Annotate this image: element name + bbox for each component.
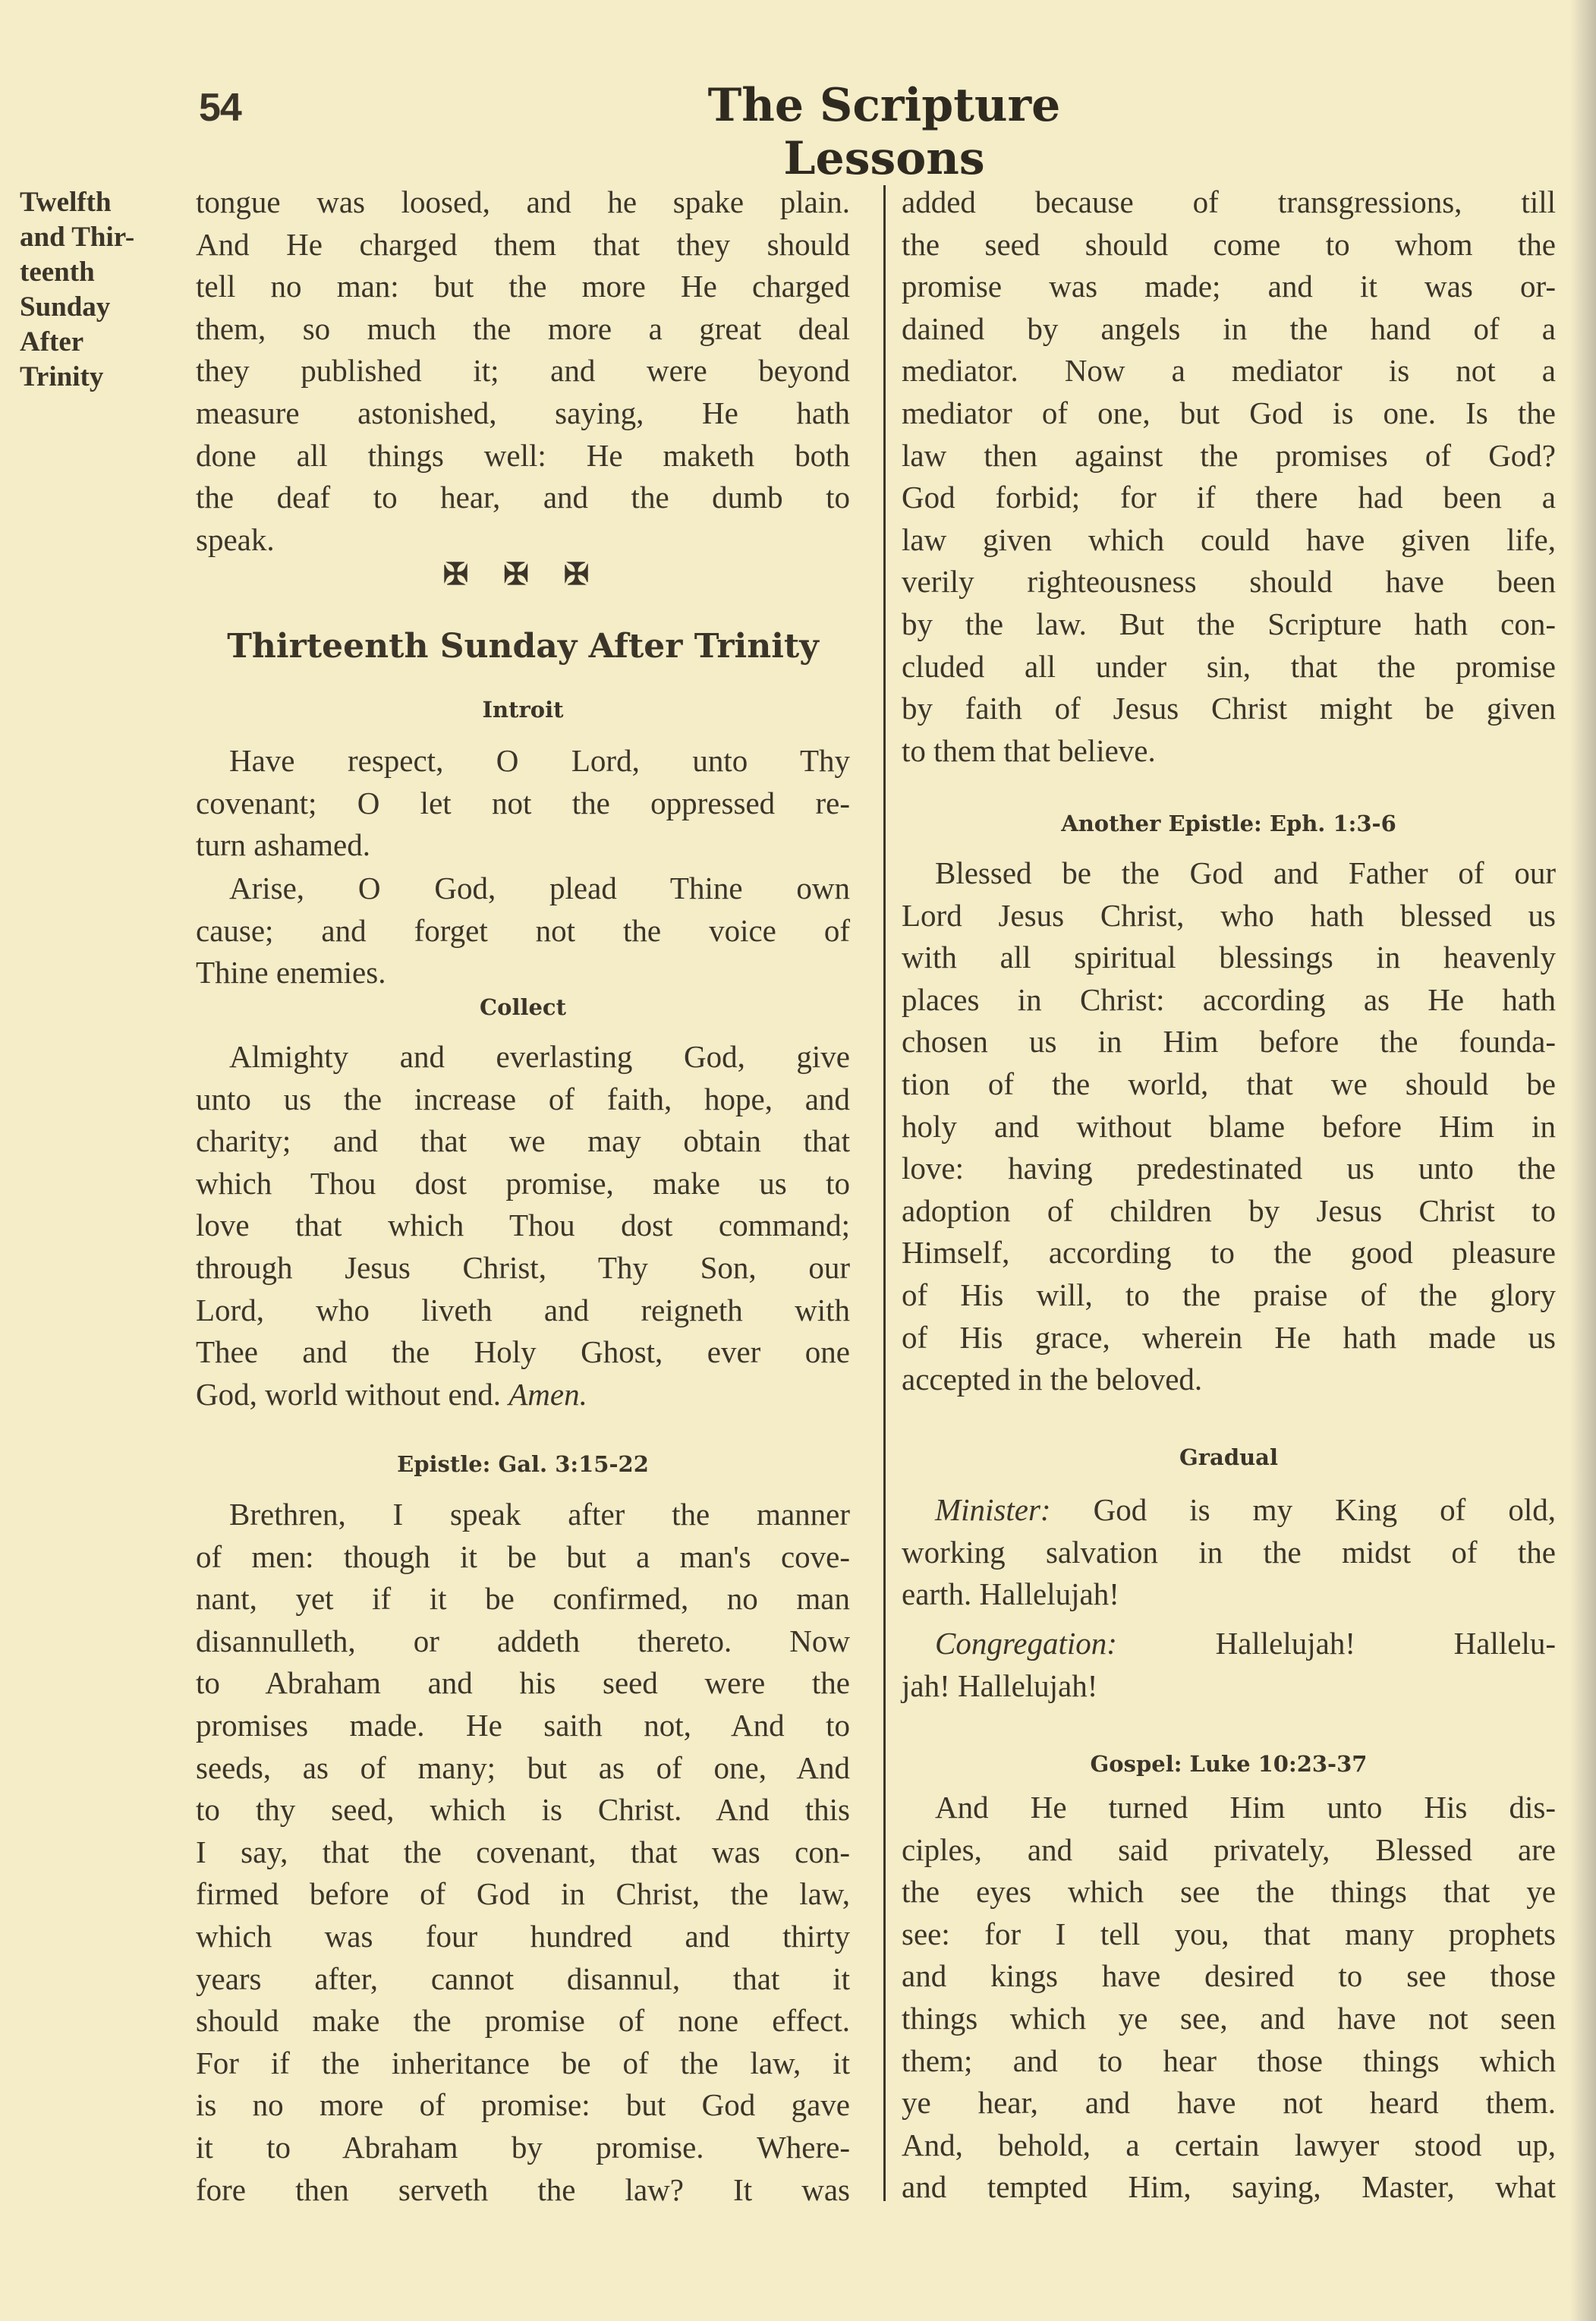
text-line: Blessed be the God and Father of our <box>935 855 1556 890</box>
running-title: The Scripture Lessons <box>707 79 1061 185</box>
text-line: firmed before of God in Christ, the law, <box>196 1876 850 1912</box>
text-line: they published it; and were beyond <box>196 353 850 389</box>
text-line: added because of transgressions, till <box>902 184 1556 219</box>
text-line: nant, yet if it be confirmed, no man <box>196 1581 850 1617</box>
text-line: seeds, as of many; but as of one, And <box>196 1749 850 1785</box>
text-line: Have respect, O Lord, unto Thy <box>229 743 850 778</box>
margin-note-line: Trinity <box>20 361 104 392</box>
congregation-rest <box>902 1665 1556 1708</box>
gospel-paragraph <box>902 1787 1556 2209</box>
text-line: fore then serveth the law? It was <box>196 2171 850 2207</box>
text-line: is no more of promise: but God gave <box>196 2087 850 2123</box>
text-line: measure astonished, saying, He hath <box>196 395 850 430</box>
text-line: of His grace, wherein He hath made us <box>902 1319 1556 1355</box>
text-line: should make the promise of none effect. <box>196 2003 850 2039</box>
text-line: it to Abraham by promise. Where- <box>196 2129 850 2165</box>
text-line: God, world without end. Amen. <box>196 1377 587 1412</box>
introit-paragraph <box>196 740 850 867</box>
text-line: the deaf to hear, and the dumb to <box>196 480 850 515</box>
text-line: jah! Hallelujah! <box>902 1668 1098 1703</box>
text-line: to thy seed, which is Christ. And this <box>196 1792 850 1828</box>
text-line: I say, that the covenant, that was con- <box>196 1834 850 1869</box>
introit-heading: Introit <box>482 697 564 723</box>
text-line: places in Christ: according as He hath <box>902 981 1556 1017</box>
text-line: the seed should come to whom the <box>902 226 1556 262</box>
text-line: accepted in the beloved. <box>902 1362 1203 1397</box>
text-line: Congregation: Hallelujah! Hallelu- <box>935 1626 1556 1661</box>
collect-paragraph <box>196 1036 850 1374</box>
minister-label: Minister: <box>935 1492 1051 1527</box>
text-line: the eyes which see the things that ye <box>902 1874 1556 1910</box>
text-line: holy and without blame before Him in <box>902 1108 1556 1144</box>
epistle-heading: Epistle: Gal. 3:15-22 <box>397 1451 649 1477</box>
text-line: And, behold, a certain lawyer stood up, <box>902 2127 1556 2162</box>
gradual-minister <box>902 1489 1556 1616</box>
text-line: Lord Jesus Christ, who hath blessed us <box>902 897 1556 933</box>
text-line: and kings have desired to see those <box>902 1958 1556 1994</box>
text-line: and tempted Him, saying, Master, what <box>902 2169 1556 2205</box>
text-line: cluded all under sin, that the promise <box>902 648 1556 684</box>
text-line: Himself, according to the good pleasure <box>902 1235 1556 1271</box>
margin-note-line: teenth <box>20 257 95 288</box>
text-line: ye hear, and have not heard them. <box>902 2085 1556 2121</box>
text-line: disannulleth, or addeth thereto. Now <box>196 1623 850 1658</box>
text-line: adoption of children by Jesus Christ to <box>902 1192 1556 1228</box>
text-line: law then against the promises of God? <box>902 437 1556 473</box>
collect-closing <box>196 1374 850 1416</box>
text-line: tion of the world, that we should be <box>902 1066 1556 1101</box>
text-line: charity; and that we may obtain that <box>196 1123 850 1159</box>
text-line: law given which could have given life, <box>902 521 1556 557</box>
text-line: love: having predestinated us unto the <box>902 1151 1556 1186</box>
text-line: to Abraham and his seed were the <box>196 1665 850 1701</box>
another-epistle-paragraph <box>902 852 1556 1401</box>
gradual-congregation <box>902 1623 1556 1707</box>
text-line: Thine enemies. <box>196 955 386 990</box>
text-line: ciples, and said privately, Blessed are <box>902 1831 1556 1867</box>
text-line: Minister: God is my King of old, <box>935 1492 1556 1527</box>
text-line: mediator of one, but God is one. Is the <box>902 395 1556 430</box>
text-line: verily righteousness should have been <box>902 564 1556 600</box>
text-line: Lord, who liveth and reigneth with <box>196 1292 850 1327</box>
cross-separator: ✠ ✠ ✠ <box>442 557 603 591</box>
text-line: through Jesus Christ, Thy Son, our <box>196 1249 850 1285</box>
column-divider <box>883 185 886 2201</box>
sunday-heading: Thirteenth Sunday After Trinity <box>227 627 819 666</box>
text-line: tongue was loosed, and he spake plain. <box>196 184 850 219</box>
text-line: years after, cannot disannul, that it <box>196 1960 850 1996</box>
margin-note-line: and Thir- <box>20 222 135 253</box>
gospel-continuation <box>196 181 850 561</box>
text-line: of His will, to the praise of the glory <box>902 1277 1556 1312</box>
text-line: to them that believe. <box>902 732 1156 768</box>
margin-note-line: After <box>20 326 84 357</box>
margin-note-line: Sunday <box>20 291 111 323</box>
congregation-label: Congregation: <box>935 1626 1117 1661</box>
another-epistle-heading: Another Epistle: Eph. 1:3-6 <box>1061 811 1396 836</box>
text-line: dained by angels in the hand of a <box>902 310 1556 346</box>
text-line: covenant; O let not the oppressed re- <box>196 785 850 820</box>
text-line: speak. <box>196 521 275 557</box>
text-line: Thee and the Holy Ghost, ever one <box>196 1334 850 1370</box>
text-line: which Thou dost promise, make us to <box>196 1165 850 1201</box>
text-line: with all spiritual blessings in heavenly <box>902 940 1556 975</box>
text-line: see: for I tell you, that many prophets <box>902 1916 1556 1951</box>
text-line: unto us the increase of faith, hope, and <box>196 1081 850 1116</box>
text-line: tell no man: but the more He charged <box>196 269 850 304</box>
text-line: them, so much the more a great deal <box>196 310 850 346</box>
text-line: promise was made; and it was or- <box>902 269 1556 304</box>
margin-note <box>20 185 134 395</box>
text-line: by the law. But the Scripture hath con- <box>902 606 1556 641</box>
text-line: which was four hundred and thirty <box>196 1918 850 1954</box>
introit-paragraph <box>196 868 850 994</box>
gradual-heading: Gradual <box>1179 1444 1278 1470</box>
text-line: Arise, O God, plead Thine own <box>229 871 850 905</box>
margin-note-line: Twelfth <box>20 187 112 218</box>
gospel-heading: Gospel: Luke 10:23-37 <box>1090 1751 1368 1777</box>
text-line: And He charged them that they should <box>196 226 850 262</box>
text-line: promises made. He saith not, And to <box>196 1707 850 1743</box>
amen: Amen. <box>508 1377 587 1412</box>
epistle-continuation <box>902 181 1556 772</box>
text-line: chosen us in Him before the founda- <box>902 1024 1556 1060</box>
text-line: And He turned Him unto His dis- <box>935 1790 1556 1825</box>
epistle-paragraph <box>196 1494 850 2211</box>
page-number: 54 <box>199 86 241 130</box>
text-line: turn ashamed. <box>196 827 370 863</box>
text-line: cause; and forget not the voice of <box>196 912 850 948</box>
text-line: earth. Hallelujah! <box>902 1576 1119 1612</box>
text-line: by faith of Jesus Christ might be given <box>902 691 1556 726</box>
text-line: mediator. Now a mediator is not a <box>902 353 1556 389</box>
text-line: love that which Thou dost command; <box>196 1208 850 1243</box>
text-line: of men: though it be but a man's cove- <box>196 1538 850 1574</box>
text-line: working salvation in the midst of the <box>902 1534 1556 1570</box>
text-line: Brethren, I speak after the manner <box>229 1497 850 1532</box>
text-line: God forbid; for if there had been a <box>902 480 1556 515</box>
text-line: them; and to hear those things which <box>902 2042 1556 2078</box>
text-line: For if the inheritance be of the law, it <box>196 2045 850 2080</box>
text-line: things which ye see, and have not seen <box>902 2000 1556 2036</box>
text-line: done all things well: He maketh both <box>196 437 850 473</box>
collect-heading: Collect <box>480 994 566 1020</box>
page-edge-shadow <box>1570 0 1596 2321</box>
minister-rest <box>902 1532 1556 1616</box>
text-line: Almighty and everlasting God, give <box>229 1039 850 1074</box>
